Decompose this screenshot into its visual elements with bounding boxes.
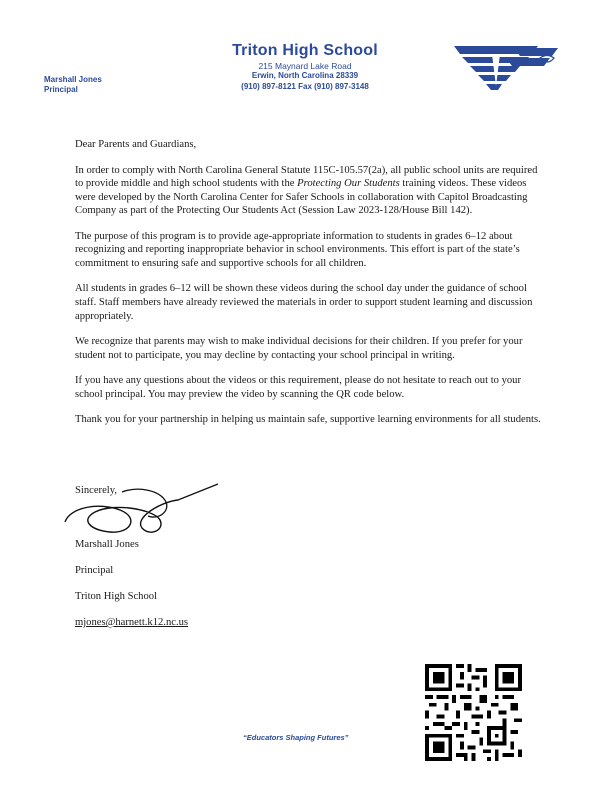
paragraph-schedule: All students in grades 6–12 will be shown these videos during the school day under the guidance of school staff. Staff members have already reviewed the materials in order to support student learning and discussion appropriately. bbox=[75, 283, 533, 322]
signer-school: Triton High School bbox=[75, 591, 158, 602]
signer-email-link[interactable]: mjones@harnett.k12.nc.us bbox=[75, 617, 189, 628]
paragraph-purpose: The purpose of this program is to provide age-appropriate information to students in grades 6–12 about recognizing and reporting inappropriate behavior in school environments. This effort is part of the state’s commitment to ensuring safe and supportive schools for all children. bbox=[75, 230, 520, 269]
signer-title: Principal bbox=[75, 565, 114, 576]
school-motto: “Educators Shaping Futures” bbox=[243, 733, 349, 742]
signer-name: Marshall Jones bbox=[75, 539, 139, 550]
header-principal-title: Principal bbox=[44, 85, 78, 94]
header-principal-name: Marshall Jones bbox=[44, 75, 102, 84]
qr-code[interactable] bbox=[425, 664, 522, 761]
header-principal bbox=[44, 75, 102, 95]
paragraph-statute-end: training videos. These videos were developed by the North Carolina Center for Safer Schools in collaboration with Capitol Broadcasting Company as part of the Protecting Our Students Act (Session Law 2023-128/House Bill 142). bbox=[75, 178, 528, 217]
letter-body bbox=[75, 138, 545, 438]
handwritten-signature bbox=[60, 482, 220, 542]
school-name: Triton High School bbox=[232, 42, 378, 59]
letterhead bbox=[200, 42, 410, 92]
school-city: Erwin, North Carolina 28339 bbox=[251, 71, 359, 80]
paragraph-thanks: Thank you for your partnership in helping us maintain safe, supportive learning environments for all students. bbox=[75, 413, 541, 425]
closing: Sincerely, bbox=[75, 485, 117, 496]
salutation: Dear Parents and Guardians, bbox=[75, 139, 197, 150]
school-phone: (910) 897-8121 Fax (910) 897-3148 bbox=[241, 82, 369, 91]
program-title: Protecting Our Students bbox=[297, 178, 400, 190]
school-logo-icon bbox=[454, 44, 562, 94]
paragraph-questions: If you have any questions about the videos or this requirement, please do not hesitate to reach out to your school principal. You may preview the video by scanning the QR code below. bbox=[75, 374, 521, 400]
paragraph-statute bbox=[75, 164, 545, 218]
paragraph-opt-out: We recognize that parents may wish to make individual decisions for their children. If you prefer for your student not to participate, you may decline by contacting your school principal in writing. bbox=[75, 335, 523, 361]
school-address: 215 Maynard Lake Road bbox=[258, 61, 352, 71]
paragraph-statute-start: In order to comply with North Carolina General Statute 115C-105.57(2a), all public school units are required to provide middle and high school students with the bbox=[75, 164, 538, 190]
